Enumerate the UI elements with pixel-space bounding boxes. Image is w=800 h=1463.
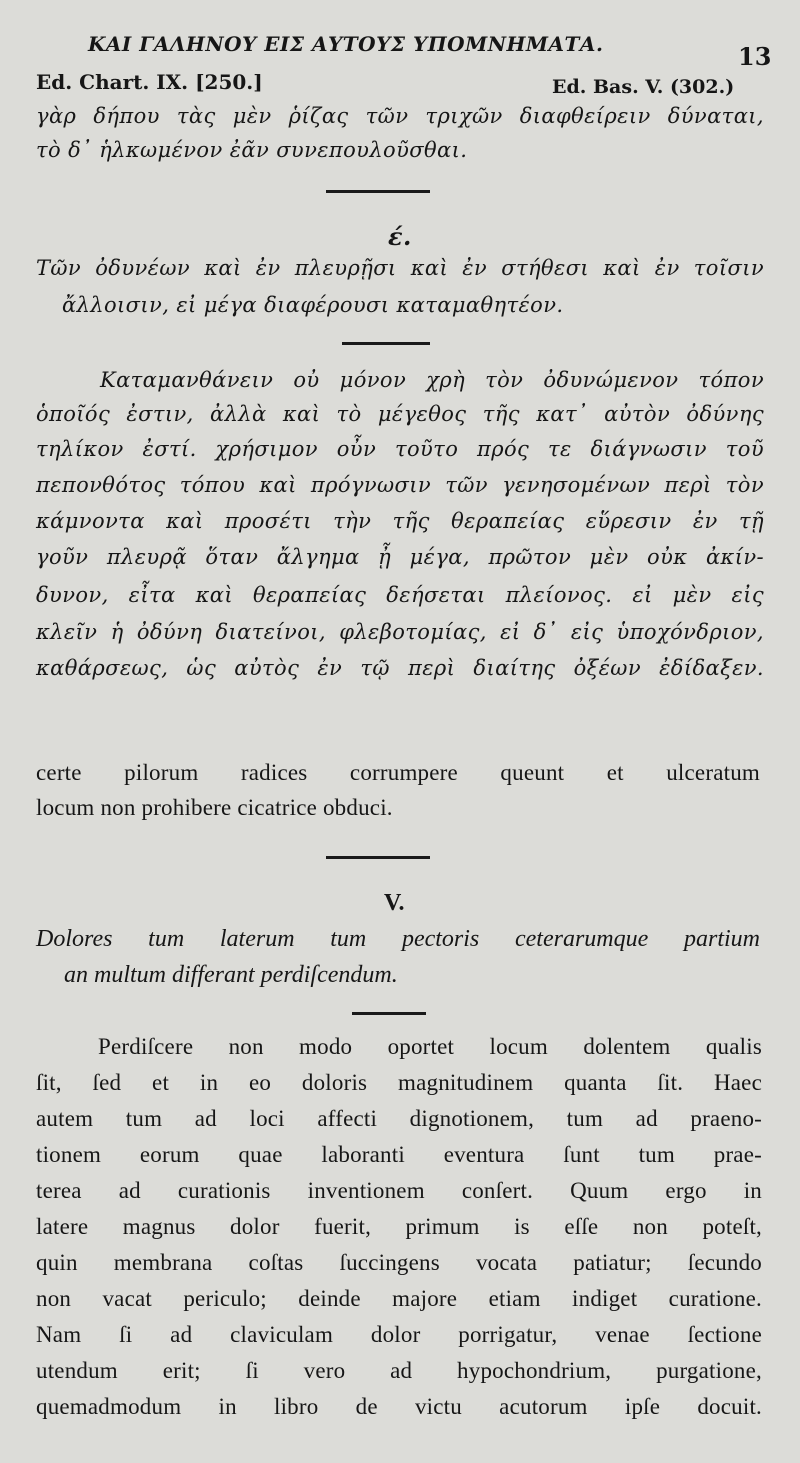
greek-carryover-line: τὸ δ᾽ ἡλκωμένον ἐᾶν συνεπουλοῦσθαι. bbox=[36, 138, 468, 162]
latin-aphorism-line: Dolores tum laterum tum pectoris ceterarumque partium bbox=[36, 926, 760, 952]
section-divider bbox=[326, 856, 430, 859]
page-number: 13 bbox=[738, 42, 772, 71]
edition-reference-left: Ed. Chart. IX. [250.] bbox=[36, 70, 263, 94]
latin-carryover-line: locum non prohibere cicatrice obduci. bbox=[36, 795, 393, 820]
greek-commentary-line: δυνον, εἶτα καὶ θεραπείας δεήσεται πλείονος. εἰ μὲν εἰς bbox=[36, 583, 764, 607]
latin-carryover-line: certe pilorum radices corrumpere queunt et ulceratum bbox=[36, 760, 760, 785]
latin-commentary-line: ſit, ſed et in eo doloris magnitudinem quanta ſit. Haec bbox=[36, 1070, 762, 1095]
greek-commentary-line: ὁποῖός ἐστιν, ἀλλὰ καὶ τὸ μέγεθος τῆς κατ᾽ αὐτὸν ὀδύνης bbox=[36, 402, 764, 426]
latin-commentary-line: terea ad curationis inventionem conſert. Quum ergo in bbox=[36, 1178, 762, 1203]
section-divider bbox=[326, 190, 430, 193]
latin-commentary-line: utendum erit; ſi vero ad hypochondrium, purgatione, bbox=[36, 1358, 762, 1383]
latin-section-mark: V. bbox=[384, 890, 405, 916]
latin-commentary-line: Nam ſi ad claviculam dolor porrigatur, venae ſectione bbox=[36, 1322, 762, 1347]
latin-commentary-line: quemadmodum in libro de victu acutorum ipſe docuit. bbox=[36, 1394, 762, 1419]
latin-commentary-line: non vacat periculo; deinde majore etiam indiget curatione. bbox=[36, 1286, 762, 1311]
section-divider bbox=[352, 1012, 426, 1015]
greek-carryover-line: γὰρ δήπου τὰς μὲν ῥίζας τῶν τριχῶν διαφθείρειν δύναται, bbox=[36, 104, 764, 128]
greek-commentary-line: καθάρσεως, ὡς αὐτὸς ἐν τῷ περὶ διαίτης ὀξέων ἐδίδαξεν. bbox=[36, 656, 764, 680]
latin-commentary-line: tionem eorum quae laboranti eventura ſunt tum prae- bbox=[36, 1142, 762, 1167]
greek-aphorism-line: Τῶν ὀδυνέων καὶ ἐν πλευρῇσι καὶ ἐν στήθεσι καὶ ἐν τοῖσιν bbox=[36, 256, 764, 280]
greek-commentary-line: τηλίκον ἐστί. χρήσιμον οὖν τοῦτο πρός τε διάγνωσιν τοῦ bbox=[36, 437, 764, 461]
section-divider bbox=[342, 342, 430, 345]
greek-commentary-line: γοῦν πλευρᾷ ὅταν ἄλγημα ᾖ μέγα, πρῶτον μὲν οὐκ ἀκίν- bbox=[36, 545, 764, 569]
latin-commentary-line: latere magnus dolor fuerit, primum is eſſe non poteſt, bbox=[36, 1214, 762, 1239]
latin-aphorism-line: an multum differant perdiſcendum. bbox=[64, 962, 398, 988]
running-header-title: ΚΑΙ ΓΑΛΗΝΟΥ ΕΙΣ ΑΥΤΟΥΣ ΥΠΟΜΝΗΜΑΤΑ. bbox=[88, 32, 604, 56]
greek-commentary-line: Καταμανθάνειν οὐ μόνον χρὴ τὸν ὀδυνώμενον τόπον bbox=[100, 368, 764, 392]
greek-commentary-line: κλεῖν ἡ ὀδύνη διατείνοι, φλεβοτομίας, εἰ δ᾽ εἰς ὑποχόνδριον, bbox=[36, 620, 764, 644]
greek-commentary-line: κάμνοντα καὶ προσέτι τὴν τῆς θεραπείας εὕρεσιν ἐν τῇ bbox=[36, 509, 764, 533]
latin-commentary-line: autem tum ad loci affecti dignotionem, tum ad praeno- bbox=[36, 1106, 762, 1131]
latin-commentary-line: quin membrana coſtas ſuccingens vocata patiatur; ſecundo bbox=[36, 1250, 762, 1275]
greek-commentary-line: πεπονθότος τόπου καὶ πρόγνωσιν τῶν γενησομένων περὶ τὸν bbox=[36, 473, 764, 497]
edition-reference-right: Ed. Bas. V. (302.) bbox=[552, 76, 735, 98]
greek-aphorism-line: ἄλλοισιν, εἰ μέγα διαφέρουσι καταμαθητέον. bbox=[62, 293, 564, 317]
greek-section-mark: έ. bbox=[388, 222, 412, 251]
latin-commentary-line: Perdiſcere non modo oportet locum dolentem qualis bbox=[98, 1034, 762, 1059]
